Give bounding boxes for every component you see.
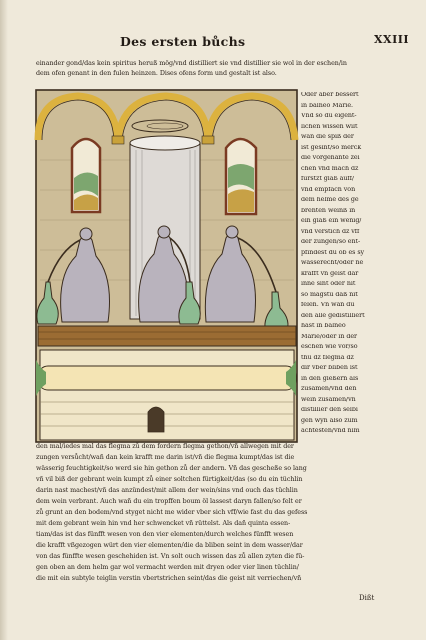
page-title: Des ersten bůchs: [120, 34, 246, 49]
text-line: einander gond/das kein spiritus heruß mög/vnd distilliert sie vnd distillier sie wol in der eschen/in: [36, 60, 347, 67]
text-line: inne sint oder nit: [301, 281, 356, 287]
text-line: wässerig feuchtigkeit/so werd sie hin gethon zů der andern. Vñ das gescheße so lang: [36, 465, 307, 472]
text-line: in den gleßern als: [301, 375, 359, 382]
text-line: wañ die spiß der: [301, 134, 354, 140]
text-line: achtesten/vnd nim: [301, 428, 360, 434]
text-line: tiam/das ist das fünfft wesen von den vier elementen/durch welches fünfft wesen: [36, 531, 294, 538]
text-line: brenten weinß in: [301, 207, 356, 214]
text-line: Marie/oder in der: [301, 333, 358, 340]
text-line: gen oben an dem helm gar wol vermacht werden mit dryen oder vier linen tüchlin/: [36, 564, 299, 571]
text-line: ein glaß ein wenig/: [301, 218, 362, 224]
text-line: felen. Vñ wan du: [301, 302, 355, 308]
text-line: gen wyn also zum: [301, 417, 358, 424]
text-line: eschen wie vor/so: [301, 344, 358, 350]
text-line: chen vnd mach dz: [301, 165, 359, 172]
text-line: die krafft vßgezogen würt den vier elementen/die da bliben seint in dem wasser/dar: [36, 542, 303, 549]
catchword: Dißt: [359, 594, 375, 602]
text-line: zusamen/vnd den: [301, 386, 357, 392]
text-line: vñ vil biß der gebrant wein kumpt zů einer soltchen fürtigkeit/das (so du ein tüchlin: [36, 476, 303, 483]
text-line: distillier den selbi: [301, 407, 358, 413]
text-line: vnd verstich dz vff: [301, 228, 360, 235]
text-line: zů grunt an den bodem/vnd styget nicht me wider vber sich vff/wie fast du das gefess: [36, 509, 308, 516]
text-line: vnd empfach von: [301, 186, 356, 193]
text-line: dem ofen genant in den fulen heinzen. Dises ofens form und gestalt ist also.: [36, 70, 277, 77]
folio-number: XXIII: [374, 33, 410, 46]
text-line: lichen wissen wilt: [301, 123, 358, 130]
text-line: wein zusamen/vñ: [301, 396, 356, 403]
text-line: den mal/iedes mal das flegma zů dem fordern flegma gethon/vñ allwegen mit der: [36, 443, 294, 450]
text-line: dir vber bliben ist: [301, 365, 358, 371]
text-line: darin nast machest/vñ das anzündest/mit allem der wein/sins vnd ouch das tüchlin: [36, 487, 298, 494]
text-line: die mit ein subtyle teiglin verstin vbertstrichen seint/das die geist nit verriechen/vñ: [36, 575, 302, 582]
window-right: [226, 139, 256, 214]
text-line: fürstzt glaß auff/: [301, 176, 355, 182]
text-line: in balneo Marie.: [301, 102, 353, 109]
text-line: hast in balneo: [301, 323, 346, 329]
text-line: krafft vñ geist dar: [301, 270, 359, 277]
text-line: thů dz flegma dz: [301, 354, 354, 361]
text-line: dem wein verbrant. Auch wañ du ein tropffen boum öl lassest daryn fallen/so felt er: [36, 498, 302, 505]
text-line: mit dem gebrant wein hin vnd her schwencket vñ rüttelst. Als dañ quinta essen-: [36, 520, 291, 527]
window-left: [72, 139, 100, 212]
text-line: von das fünffte wesen geschehiden ist. Vn solt ouch wissen das zů allen zyten die fü-: [36, 553, 305, 560]
text-line: zungen versůcht/wañ dan kein krafft me darin ist/vñ die flegma kumpt/das ist die: [36, 454, 295, 461]
text-line: Vnd so du eigent-: [301, 113, 357, 119]
text-line: so magstu daß nit: [301, 291, 358, 298]
text-line: Oder aber bessert: [301, 92, 359, 98]
text-line: der zungen/so ent-: [301, 239, 361, 245]
wooden-platform: [38, 326, 296, 346]
furnace-base: [36, 350, 296, 440]
text-line: dem helme des ge: [301, 197, 359, 203]
text-line: den alle gedistilliert: [301, 312, 365, 319]
text-line: wasserecht/oder ne: [301, 260, 364, 266]
text-line: die vorgenante zei: [301, 155, 360, 161]
furnace-door: [148, 407, 164, 432]
text-line: ist gesint/so merck: [301, 144, 362, 151]
text-line: pfindest du ob es sy: [301, 249, 365, 256]
